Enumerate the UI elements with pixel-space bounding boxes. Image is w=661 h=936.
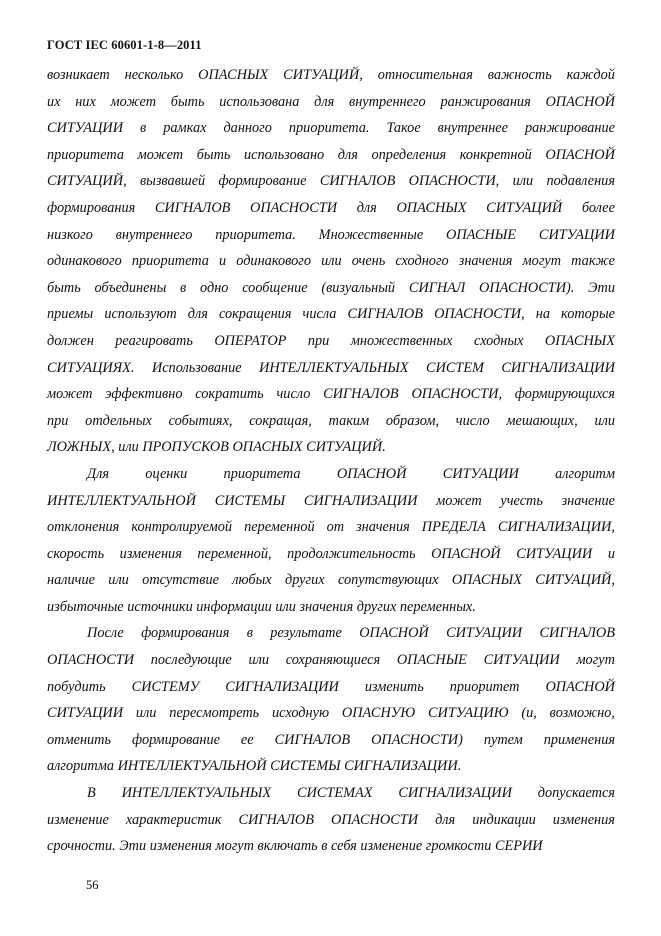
- paragraph: [47, 780, 615, 860]
- text-line: формирования СИГНАЛОВ ОПАСНОСТИ для ОПАСНЫХ СИТУАЦИЙ более: [47, 199, 615, 216]
- document-header: ГОСТ IEC 60601-1-8—2011: [47, 38, 202, 52]
- text-line: Для оценки приоритета ОПАСНОЙ СИТУАЦИИ алгоритм: [87, 465, 615, 482]
- text-line: ЛОЖНЫХ, или ПРОПУСКОВ ОПАСНЫХ СИТУАЦИЙ.: [47, 439, 386, 456]
- text-line: изменение характеристик СИГНАЛОВ ОПАСНОСТИ для индикации изменения: [47, 811, 615, 828]
- text-line: скорость изменения переменной, продолжительность ОПАСНОЙ СИТУАЦИИ и: [47, 545, 615, 562]
- paragraph: [47, 620, 615, 780]
- text-line: должен реагировать ОПЕРАТОР при множественных сходных ОПАСНЫХ: [47, 332, 615, 349]
- body-text: [47, 62, 615, 860]
- text-line: при отдельных событиях, сокращая, таким образом, число мешающих, или: [47, 412, 615, 429]
- text-line: одинакового приоритета и одинакового или очень сходного значения могут также: [47, 253, 615, 270]
- text-line: избыточные источники информации или значения других переменных.: [47, 598, 476, 615]
- text-line: их них может быть использована для внутреннего ранжирования ОПАСНОЙ: [47, 93, 615, 110]
- text-line: побудить СИСТЕМУ СИГНАЛИЗАЦИИ изменить приоритет ОПАСНОЙ: [47, 678, 615, 695]
- text-line: ОПАСНОСТИ последующие или сохраняющиеся ОПАСНЫЕ СИТУАЦИИ могут: [47, 652, 615, 669]
- text-line: ИНТЕЛЛЕКТУАЛЬНОЙ СИСТЕМЫ СИГНАЛИЗАЦИИ может учесть значение: [47, 492, 615, 509]
- page-number: 56: [86, 878, 99, 892]
- text-line: В ИНТЕЛЛЕКТУАЛЬНЫХ СИСТЕМАХ СИГНАЛИЗАЦИИ допускается: [87, 785, 615, 802]
- text-line: После формирования в результате ОПАСНОЙ СИТУАЦИИ СИГНАЛОВ: [87, 625, 615, 642]
- text-line: возникает несколько ОПАСНЫХ СИТУАЦИЙ, относительная важность каждой: [47, 67, 615, 83]
- text-line: срочности. Эти изменения могут включать в себя изменение громкости СЕРИИ: [47, 838, 543, 855]
- text-line: алгоритма ИНТЕЛЛЕКТУАЛЬНОЙ СИСТЕМЫ СИГНАЛИЗАЦИИ.: [47, 758, 462, 775]
- text-line: низкого внутреннего приоритета. Множественные ОПАСНЫЕ СИТУАЦИИ: [47, 226, 615, 243]
- text-line: СИТУАЦИЯХ. Использование ИНТЕЛЛЕКТУАЛЬНЫХ СИСТЕМ СИГНАЛИЗАЦИИ: [47, 359, 615, 376]
- text-line: отменить формирование ее СИГНАЛОВ ОПАСНОСТИ) путем применения: [47, 731, 615, 748]
- text-line: СИТУАЦИЙ, вызвавшей формирование СИГНАЛОВ ОПАСНОСТИ, или подавления: [47, 173, 615, 190]
- text-line: быть объединены в одно сообщение (визуальный СИГНАЛ ОПАСНОСТИ). Эти: [47, 279, 615, 296]
- text-line: может эффективно сократить число СИГНАЛОВ ОПАСНОСТИ, формирующихся: [47, 386, 615, 403]
- text-line: приемы используют для сокращения числа СИГНАЛОВ ОПАСНОСТИ, на которые: [47, 306, 615, 323]
- text-line: СИТУАЦИИ в рамках данного приоритета. Такое внутреннее ранжирование: [47, 120, 615, 137]
- text-line: СИТУАЦИИ или пересмотреть исходную ОПАСНУЮ СИТУАЦИЮ (и, возможно,: [47, 705, 615, 722]
- text-line: наличие или отсутствие любых других сопутствующих ОПАСНЫХ СИТУАЦИЙ,: [47, 572, 615, 589]
- text-line: приоритета может быть использовано для определения конкретной ОПАСНОЙ: [47, 146, 615, 163]
- text-line: отклонения контролируемой переменной от значения ПРЕДЕЛА СИГНАЛИЗАЦИИ,: [47, 519, 615, 536]
- paragraph: [47, 461, 615, 621]
- paragraph: [47, 62, 615, 461]
